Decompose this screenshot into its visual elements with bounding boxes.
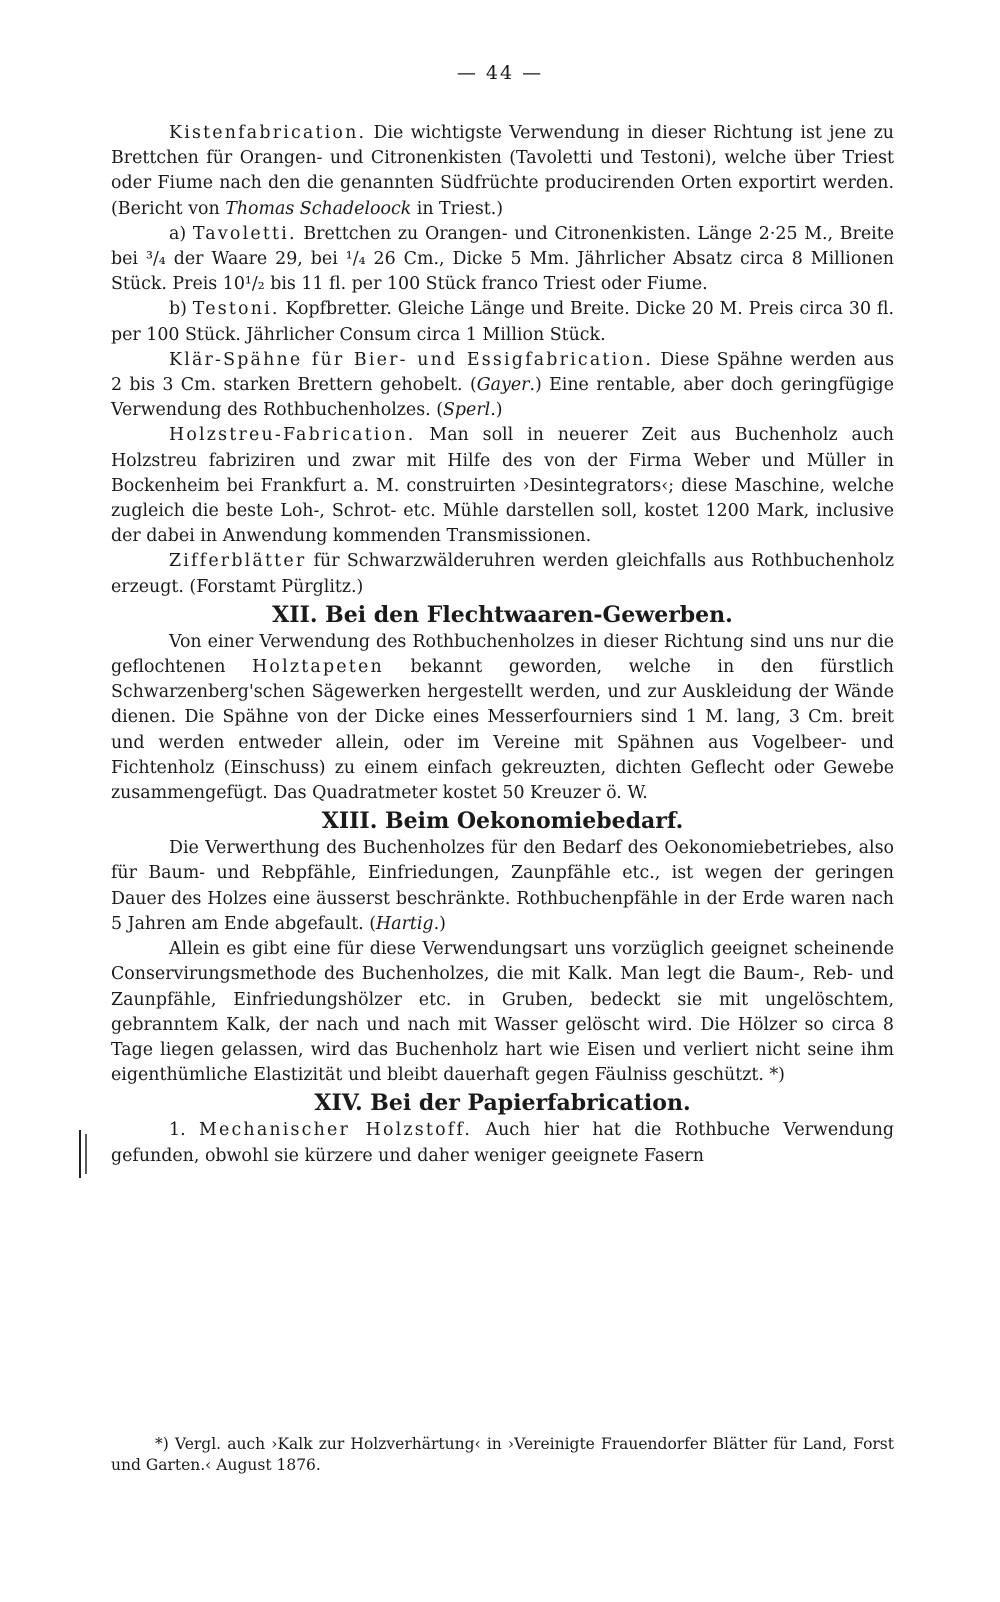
item-prefix: a) (169, 223, 193, 244)
paragraph-text: Auch hier hat die Rothbuche Verwendung gefunden, obwohl sie kürzere und daher weniger geeignete Fasern (111, 1120, 894, 1166)
section-heading-xiv: XIV. Bei der Papierfabrication. (314, 1090, 691, 1117)
paragraph-oekonomie (111, 836, 894, 937)
item-prefix: b) (169, 299, 193, 320)
paragraph-text: Kopfbretter. Gleiche Länge und Breite. Dicke 20 M. Preis circa 30 fl. per 100 Stück. Jährlicher Consum circa 1 Million Stück. (111, 299, 895, 345)
paragraph-kistenfabrication (111, 121, 894, 222)
lead-term: Tavoletti. (192, 223, 297, 244)
author-name: Gayer (476, 375, 530, 396)
paragraph-holzstoff (111, 1118, 894, 1168)
paragraph-text: in Triest.) (411, 198, 504, 219)
paragraph-text: für Schwarzwälderuhren werden gleichfalls aus Rothbuchenholz erzeugt. (Forstamt Pürglitz.) (111, 551, 894, 597)
lead-term: Holztapeten (252, 657, 384, 678)
paragraph-holzstreu (111, 423, 894, 549)
section-heading-xii: XII. Bei den Flechtwaaren-Gewerben. (272, 601, 733, 628)
lead-term: Mechanischer Holzstoff. (198, 1120, 473, 1141)
lead-term: Holzstreu-Fabrication. (169, 425, 416, 446)
paragraph-text: bekannt geworden, welche in den fürstlich Schwarzenberg'schen Sägewerken hergestellt werden, und zur Auskleidung der Wände dienen. Die Spähne von der Dicke eines Messerfourniers sind 1 M. lang, 3 Cm. breit und werden entweder allein, oder im Vereine mit Spähnen aus Vogelbeer- und Fichtenholz (Einschuss) zu einem einfach gekreuzten, dichten Geflecht oder Gewebe zusammengefügt. Das Quadratmeter kostet 50 Kreuzer ö. W. (111, 657, 895, 804)
margin-mark (75, 1128, 97, 1180)
paragraph-text: .) Eine rentable, aber doch geringfügige Verwendung des Rothbuchenholzes. ( (111, 375, 894, 421)
paragraph-klaer-spaehne (111, 348, 894, 424)
paragraph-text: Die wichtigste Verwendung in dieser Richtung ist jene zu Brettchen für Orangen- und Citronenkisten (Tavoletti und Testoni), welche über Triest oder Fiume nach den die genannten Südfrüchte producirenden Orten exportirt werden. (Bericht von (111, 123, 894, 219)
paragraph-tavoletti (111, 222, 894, 298)
paragraph-text: .) (433, 913, 446, 934)
paragraph-kalk-methode: Allein es gibt eine für diese Verwendungsart uns vorzüglich geeignet scheinende Conservirungsmethode des Buchenholzes, die mit Kalk. Man legt die Baum-, Reb- und Zaunpfähle, Einfriedungshölzer etc. in Gruben, bedeckt sie mit ungelöschtem, gebranntem Kalk, der nach und nach mit Wasser gelöscht wird. Die Hölzer so circa 8 Tage liegen gelassen, wird das Buchenholz hart wie Eisen und verliert nicht seine ihm eigenthümliche Elastizität und bleibt dauerhaft gegen Fäulniss geschützt. *) (111, 939, 894, 1086)
footnote (111, 1434, 894, 1476)
item-prefix: 1. (169, 1120, 199, 1141)
lead-term: Klär-Spähne für Bier- und Essigfabrication. (169, 349, 654, 370)
lead-term: Kistenfabrication. (169, 123, 367, 143)
paragraph-testoni (111, 297, 894, 347)
author-name: Hartig (376, 913, 434, 934)
page-body (111, 121, 894, 1169)
page-number: — 44 — (456, 62, 544, 84)
paragraph-text: Brettchen zu Orangen- und Citronenkisten. Länge 2·25 M., Breite bei ³/₄ der Waare 29, bei ¹/₄ 26 Cm., Dicke 5 Mm. Jährlicher Absatz circa 8 Millionen Stück. Preis 10¹/₂ bis 11 fl. per 100 Stück franco Triest oder Fiume. (111, 223, 894, 295)
lead-term: Zifferblätter (169, 551, 307, 572)
paragraph-text: Von einer Verwendung des Rothbuchenholzes in dieser Richtung sind uns nur die geflochtenen (111, 631, 894, 678)
author-name: Thomas Schadeloock (225, 198, 412, 219)
paragraph-text: Die Verwerthung des Buchenholzes für den Bedarf des Oekonomiebetriebes, also für Baum- und Rebpfähle, Einfriedungen, Zaunpfähle etc., ist wegen der geringen Dauer des Holzes eine äusserst beschränkte. Rothbuchenpfähle in der Erde waren nach 5 Jahren am Ende abgefault. ( (111, 838, 894, 934)
paragraph-text: Diese Spähne werden aus 2 bis 3 Cm. starken Brettern gehobelt. ( (111, 349, 894, 396)
paragraph-flechtwaaren (111, 630, 894, 806)
paragraph-text: Man soll in neuerer Zeit aus Buchenholz auch Holzstreu fabriziren und zwar mit Hilfe des von der Firma Weber und Müller in Bockenheim bei Frankfurt a. M. construirten ›Desintegrators‹; diese Maschine, welche zugleich die beste Loh-, Schrot- etc. Mühle darstellen soll, kostet 1200 Mark, inclusive der dabei in Anwendung kommenden Transmissionen. (111, 425, 894, 547)
lead-term: Testoni. (192, 299, 280, 320)
footnote-text: *) Vergl. auch ›Kalk zur Holzverhärtung‹ in ›Vereinigte Frauendorfer Blätter für Land, Forst und Garten.‹ August 1876. (111, 1435, 894, 1474)
paragraph-text: .) (490, 400, 503, 421)
author-name: Sperl (442, 400, 491, 421)
section-heading-xiii: XIII. Beim Oekonomiebedarf. (321, 808, 684, 835)
paragraph-zifferblaetter (111, 549, 894, 599)
